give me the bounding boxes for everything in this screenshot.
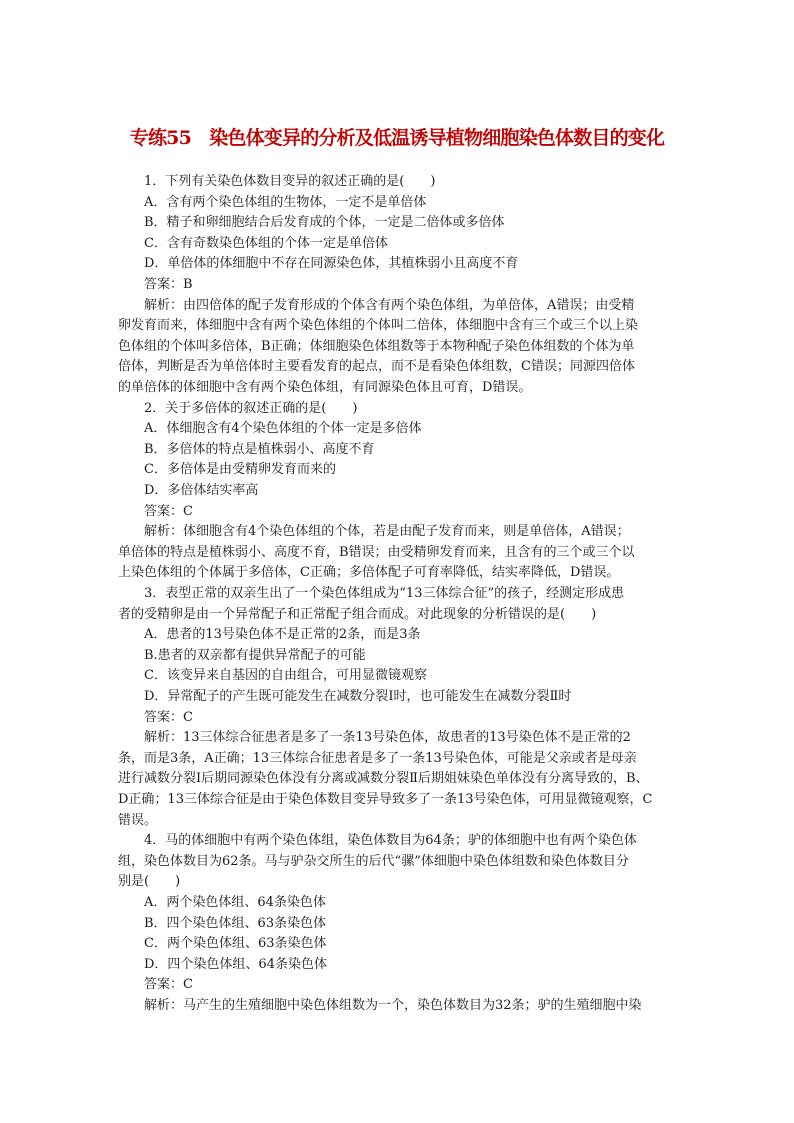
- text-line: D．异常配子的产生既可能发生在减数分裂Ⅰ时，也可能发生在减数分裂Ⅱ时: [144, 689, 572, 704]
- text-line: 组，染色体数目为62条。马与驴杂交所生的后代“骡”体细胞中染色体组数和染色体数目分: [118, 853, 629, 869]
- text-line: C．含有奇数染色体组的个体一定是单倍体: [144, 235, 388, 251]
- text-line: 上染色体组的个体属于多倍体，C正确；多倍体配子可育率降低，结实率降低，D错误。: [118, 565, 620, 581]
- text-line: 解析：马产生的生殖细胞中染色体组数为一个，染色体数目为32条；驴的生殖细胞中染: [144, 998, 642, 1013]
- text-line: 解析：13三体综合征患者是多了一条13号染色体，故患者的13号染色体不是正常的2: [144, 730, 631, 746]
- text-line: C．该变异来自基因的自由组合，可用显微镜观察: [144, 668, 427, 684]
- text-line: 答案：C: [144, 503, 193, 519]
- text-line: 2．关于多倍体的叙述正确的是( ): [144, 400, 358, 416]
- text-line: D．单倍体的体细胞中不存在同源染色体，其植株弱小且高度不育: [144, 256, 519, 272]
- text-line: 条，而是3条，A正确；13三体综合征患者是多了一条13号染色体，可能是父亲或者是母亲: [118, 750, 637, 766]
- text-line: A．含有两个染色体组的生物体，一定不是单倍体: [144, 194, 427, 210]
- text-line: D正确；13三体综合征是由于染色体数目变异导致多了一条13号染色体，可用显微镜观察，C: [118, 792, 653, 807]
- text-line: 答案：C: [144, 709, 193, 725]
- text-line: 解析：由四倍体的配子发育形成的个体含有两个染色体组，为单倍体，A错误；由受精: [144, 297, 635, 313]
- text-line: D．四个染色体组、64条染色体: [144, 956, 327, 972]
- text-line: A．患者的13号染色体不是正常的2条，而是3条: [144, 627, 421, 643]
- text-line: B.患者的双亲都有提供异常配子的可能: [144, 647, 366, 663]
- text-line: C．两个染色体组、63条染色体: [144, 936, 327, 952]
- text-line: D．多倍体结实率高: [144, 483, 259, 498]
- text-line: A．两个染色体组、64条染色体: [144, 895, 326, 910]
- text-line: B．四个染色体组、63条染色体: [144, 915, 327, 931]
- text-line: 进行减数分裂Ⅰ后期同源染色体没有分离或减数分裂Ⅱ后期姐妹染色单体没有分离导致的，B、: [118, 771, 649, 787]
- text-line: 卵发育而来，体细胞中含有两个染色体组的个体叫二倍体，体细胞中含有三个或三个以上染: [118, 318, 639, 334]
- text-line: 1．下列有关染色体数目变异的叙述正确的是( ): [144, 174, 436, 189]
- text-line: B．精子和卵细胞结合后发育成的个体，一定是二倍体或多倍体: [144, 215, 505, 231]
- text-line: C．多倍体是由受精卵发育而来的: [144, 462, 336, 478]
- page-title: 专练55 染色体变异的分析及低温诱导植物细胞染色体数目的变化: [129, 127, 665, 149]
- text-line: 4．马的体细胞中有两个染色体组，染色体数目为64条；驴的体细胞中也有两个染色体: [144, 833, 637, 849]
- text-line: 者的受精卵是由一个异常配子和正常配子组合而成。对此现象的分析错误的是( ): [118, 606, 597, 622]
- text-line: 答案：C: [144, 977, 193, 993]
- text-line: 倍体，判断是否为单倍体时主要看发育的起点，而不是看染色体组数，C错误；同源四倍体: [118, 359, 635, 375]
- text-line: A．体细胞含有4个染色体组的个体一定是多倍体: [144, 421, 422, 437]
- text-line: 3．表型正常的双亲生出了一个染色体组成为“13三体综合征”的孩子，经测定形成患: [144, 586, 625, 601]
- text-line: 别是( ): [118, 874, 181, 890]
- text-line: 单倍体的特点是植株弱小、高度不育，B错误；由受精卵发育而来，且含有的三个或三个以: [118, 544, 635, 560]
- text-line: 色体组的个体叫多倍体，B正确；体细胞染色体组数等于本物种配子染色体组数的个体为单: [118, 338, 635, 354]
- text-line: 答案：B: [144, 277, 193, 292]
- text-line: 错误。: [118, 812, 158, 828]
- text-line: 解析：体细胞含有4个染色体组的个体，若是由配子发育而来，则是单倍体，A错误；: [144, 524, 630, 540]
- text-line: 的单倍体的体细胞中含有两个染色体组，有同源染色体且可育，D错误。: [118, 380, 532, 395]
- text-line: B．多倍体的特点是植株弱小、高度不育: [144, 441, 375, 457]
